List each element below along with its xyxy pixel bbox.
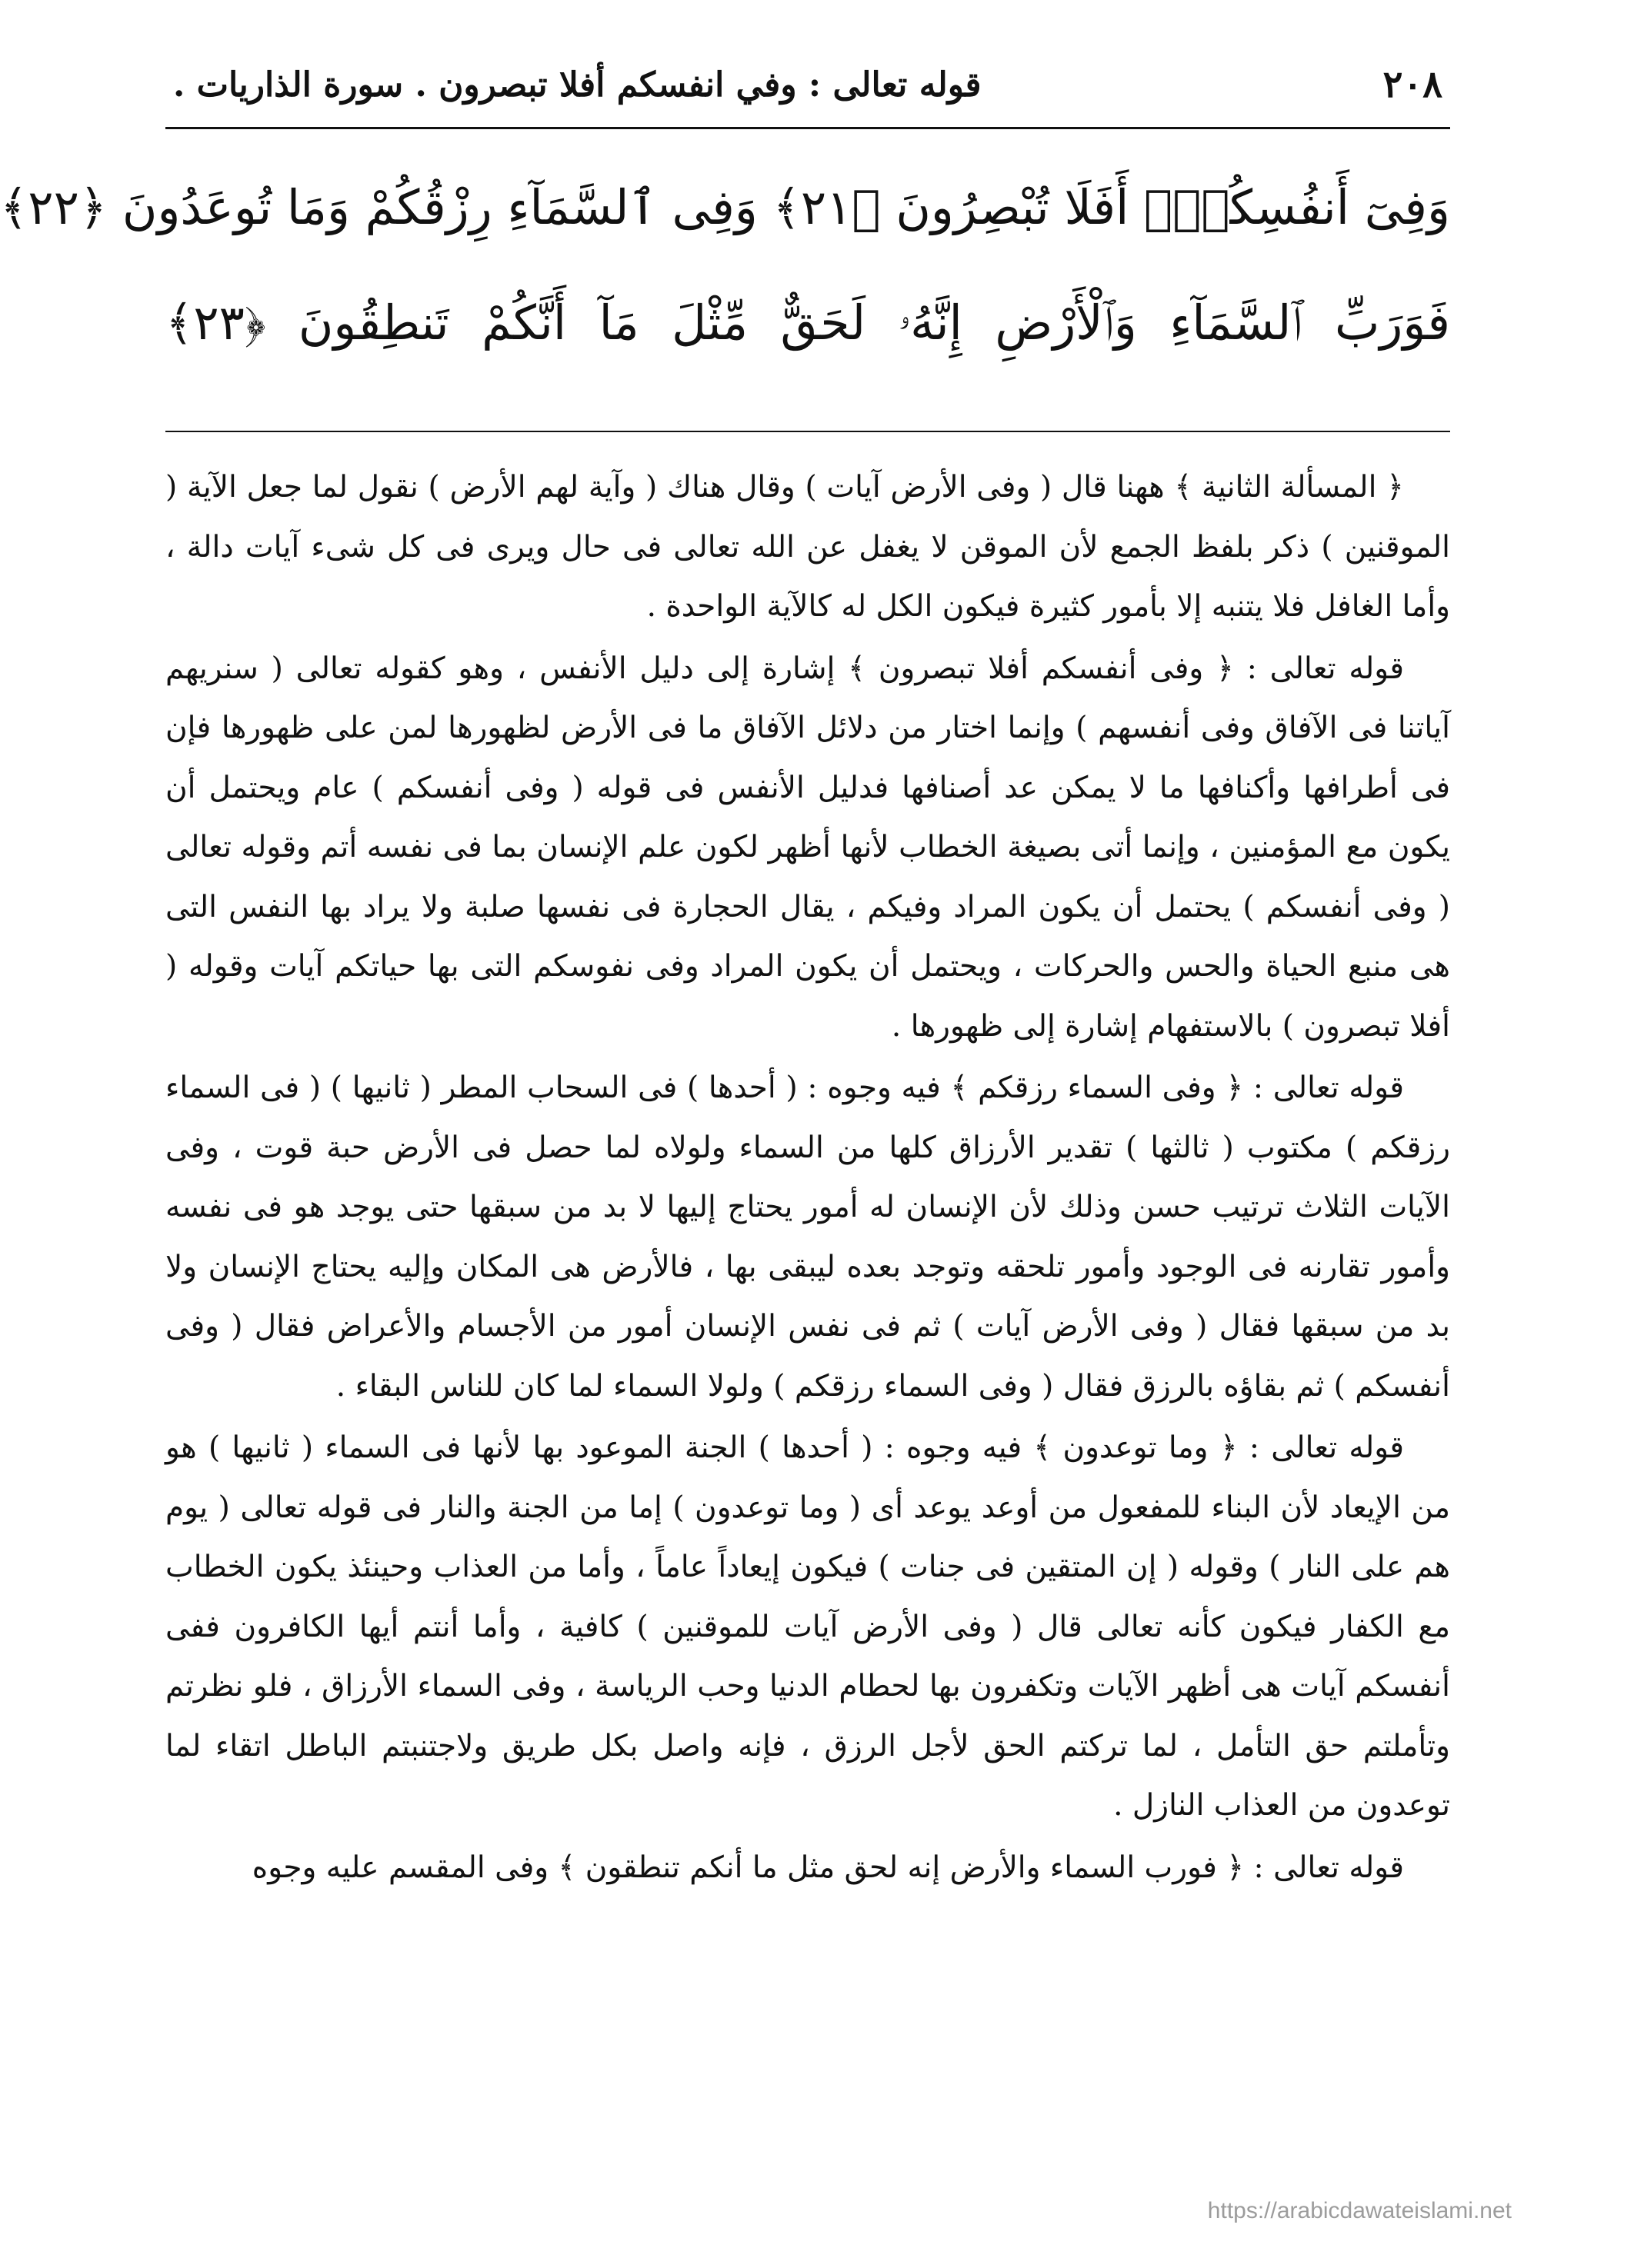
commentary-paragraph: قوله تعالى : ﴿ وفى السماء رزقكم ﴾ فيه وجوه : ( أحدها ) فى السحاب المطر ( ثانيها ) ( فى السماء رزقكم ) مكتوب ( ثالثها ) تقدير الأرزاق كلها من السماء ولولاه لما حصل فى الأرض حبة قوت ، وفى الآيات الثلاث ترتيب حسن وذلك لأن الإنسان له أمور يحتاج إليها لا بد من سبقها حتى يوجد هو فى نفسه وأمور تقارنه فى الوجود وأمور تلحقه وتوجد بعده ليبقى بها ، فالأرض هى المكان وإليه يحتاج الإنسان ولا بد من سبقها فقال ( وفى الأرض آيات ) ثم فى نفس الإنسان أمور من الأجسام والأعراض فقال ( وفى أنفسكم ) ثم بقاؤه بالرزق فقال ( وفى السماء رزقكم ) ولولا السماء لما كان للناس البقاء .: [165, 1071, 1450, 1404]
watermark-url: https://arabicdawateislami.net: [1207, 2198, 1512, 2223]
commentary-paragraph: قوله تعالى : ﴿ وما توعدون ﴾ فيه وجوه : ( أحدها ) الجنة الموعود بها لأنها فى السماء ( ثانيها ) هو من الإيعاد لأن البناء للمفعول من أوعد يوعد أى ( وما توعدون ) إما من الجنة والنار فى قوله تعالى ( يوم هم على النار ) وقوله ( إن المتقين فى جنات ) فيكون إيعاداً عاماً ، وأما من العذاب وحينئذ يكون الخطاب مع الكفار فيكون كأنه تعالى قال ( وفى الأرض آيات للموقنين ) كافية ، وأما أنتم أيها الكافرون ففى أنفسكم آيات هى أظهر الآيات وتكفرون بها لحطام الدنيا وحب الرياسة ، وفى السماء الأرزاق ، فلو نظرتم وتأملتم حق التأمل ، لما تركتم الحق لأجل الرزق ، فإنه واصل بكل طريق ولاجتنبتم الباطل اتقاء لما توعدون من العذاب النازل .: [165, 1430, 1451, 1823]
running-title: قوله تعالى : وفي انفسكم أفلا تبصرون . سورة الذاريات .: [173, 65, 982, 105]
quran-verses: [0, 150, 1450, 411]
commentary-body: [165, 458, 1450, 2142]
commentary-paragraph: قوله تعالى : ﴿ وفى أنفسكم أفلا تبصرون ﴾ إشارة إلى دليل الأنفس ، وهو كقوله تعالى ( سنريهم آياتنا فى الآفاق وفى أنفسهم ) وإنما اختار من دلائل الآفاق ما فى الأرض لظهورها لمن على ظهورها فإن فى أطرافها وأكنافها ما لا يمكن عد أصنافها فدليل الأنفس فى قوله ( وفى أنفسكم ) عام ويحتمل أن يكون مع المؤمنين ، وإنما أتى بصيغة الخطاب لأنها أظهر لكون علم الإنسان بما فى نفسه أتم وقوله تعالى ( وفى أنفسكم ) يحتمل أن يكون المراد وفيكم ، يقال الحجارة فى نفسها صلبة ولا يراد بها النفس التى هى منبع الحياة والحس والحركات ، ويحتمل أن يكون المراد وفى نفوسكم التى بها حياتكم آيات وقوله ( أفلا تبصرون ) بالاستفهام إشارة إلى ظهورها .: [165, 651, 1450, 1044]
header-divider: [165, 127, 1450, 129]
verse-line: فَوَرَبِّ ٱلسَّمَآءِ وَٱلْأَرْضِ إِنَّهُۥ لَحَقٌّ مِّثْلَ مَآ أَنَّكُمْ تَنطِقُونَ ﴿٢٣﴾: [165, 295, 1450, 351]
commentary-paragraph: ﴿ المسألة الثانية ﴾ ههنا قال ( وفى الأرض آيات ) وقال هناك ( وآية لهم الأرض ) نقول لما جعل الآية ( الموقنين ) ذكر بلفظ الجمع لأن الموقن لا يغفل عن الله تعالى فى حال ويرى فى كل شىء آيات دالة ، وأما الغافل فلا يتنبه إلا بأمور كثيرة فيكون الكل له كالآية الواحدة .: [165, 470, 1450, 624]
verses-divider: [165, 431, 1450, 432]
commentary-paragraph: قوله تعالى : ﴿ فورب السماء والأرض إنه لحق مثل ما أنكم تنطقون ﴾ وفى المقسم عليه وجوه: [252, 1850, 1404, 1885]
page-header: [173, 54, 1442, 115]
verse-line: وَفِىٓ أَنفُسِكُمْۚ أَفَلَا تُبْصِرُونَ ﴿٢١﴾ وَفِى ٱلسَّمَآءِ رِزْقُكُمْ وَمَا تُوعَدُونَ ﴿٢٢﴾: [0, 179, 1450, 235]
page-number: ٢٠٨: [1382, 63, 1442, 106]
